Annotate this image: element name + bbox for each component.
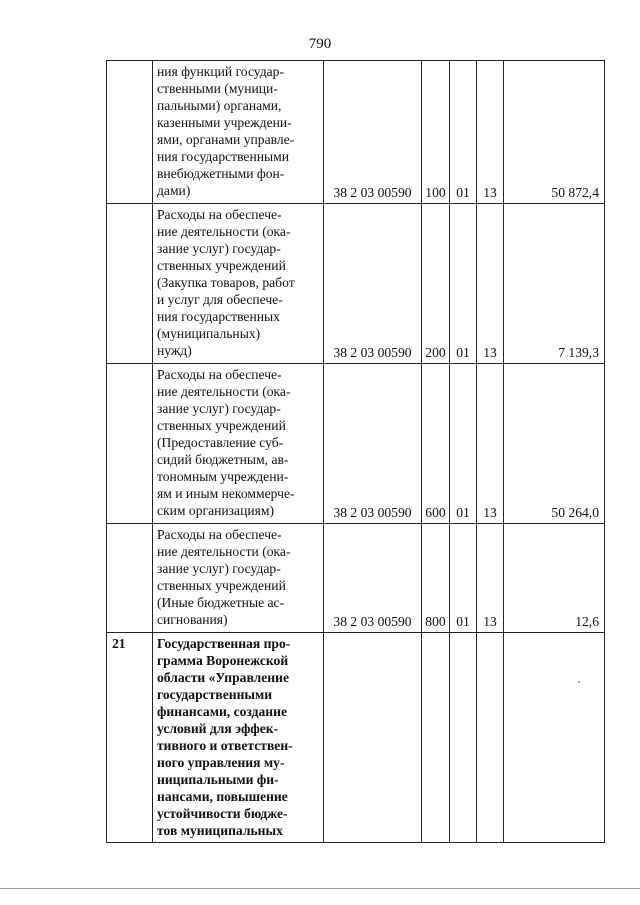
- row-name: Расходы на обеспече- ние деятельности (ока- зание услуг) государ- ственных учреждений (Предоставление суб- сидий бюджетным, ав- тономным учреждени- ям и иным некоммерче- ским организациям): [157, 367, 295, 518]
- row-name: ния функций государ- ственными (муници- пальными) органами, казенными учреждени- ями, органами управле- ния государственными внебюджетными фон- дами): [157, 64, 295, 198]
- row-name: Расходы на обеспече- ние деятельности (ока- зание услуг) государ- ственных учреждений (Иные бюджетные ас- сигнования): [157, 527, 291, 627]
- row-number: 21: [112, 636, 126, 651]
- subsection-cell: [477, 633, 504, 843]
- row-number: [107, 364, 152, 366]
- subsection-cell: 13: [477, 61, 504, 204]
- budget-table: [106, 60, 605, 843]
- target-code-cell: 38 2 03 00590: [324, 364, 422, 524]
- row-name-cell: [153, 524, 324, 633]
- row-number-cell: [107, 364, 153, 524]
- scan-speck: [578, 681, 580, 683]
- amount-cell: 50 872,4: [504, 61, 605, 204]
- row-name-cell: [153, 633, 324, 843]
- table-row: [107, 204, 605, 364]
- amount-cell: 12,6: [504, 524, 605, 633]
- row-number-cell: [107, 633, 153, 843]
- section-cell: 01: [450, 524, 477, 633]
- subsection-cell: 13: [477, 364, 504, 524]
- expense-type-cell: 800: [422, 524, 450, 633]
- section-cell: 01: [450, 61, 477, 204]
- target-code-cell: 38 2 03 00590: [324, 204, 422, 364]
- amount-cell: 7 139,3: [504, 204, 605, 364]
- table-row: [107, 61, 605, 204]
- row-number-cell: [107, 524, 153, 633]
- row-name-cell: [153, 364, 324, 524]
- table-row: [107, 364, 605, 524]
- expense-type-cell: [422, 633, 450, 843]
- page-number: 790: [308, 36, 332, 52]
- table-row: [107, 524, 605, 633]
- amount-cell: [504, 633, 605, 843]
- expense-type-cell: 200: [422, 204, 450, 364]
- row-name: Расходы на обеспече- ние деятельности (ока- зание услуг) государ- ственных учреждений (Закупка товаров, работ и услуг для обеспече- ния государственных (муниципальных) нужд): [157, 207, 295, 358]
- row-number-cell: [107, 204, 153, 364]
- row-number: [107, 204, 152, 206]
- row-name-cell: [153, 204, 324, 364]
- target-code-cell: 38 2 03 00590: [324, 524, 422, 633]
- row-number: [107, 61, 152, 63]
- row-number-cell: [107, 61, 153, 204]
- row-name: Государственная про- грамма Воронежской области «Управление государственными финансами, создание условий для эффек- тивного и ответствен- ного управления му- ниципальными фи- нансами, повышение устойчивости бюдже- тов муниципальных: [157, 636, 293, 838]
- table-row: [107, 633, 605, 843]
- target-code-cell: 38 2 03 00590: [324, 61, 422, 204]
- section-cell: 01: [450, 204, 477, 364]
- section-cell: [450, 633, 477, 843]
- page-bottom-rule: [0, 888, 640, 889]
- subsection-cell: 13: [477, 524, 504, 633]
- amount-cell: 50 264,0: [504, 364, 605, 524]
- section-cell: 01: [450, 364, 477, 524]
- expense-type-cell: 600: [422, 364, 450, 524]
- row-number: [107, 524, 152, 526]
- target-code-cell: [324, 633, 422, 843]
- expense-type-cell: 100: [422, 61, 450, 204]
- row-name-cell: [153, 61, 324, 204]
- subsection-cell: 13: [477, 204, 504, 364]
